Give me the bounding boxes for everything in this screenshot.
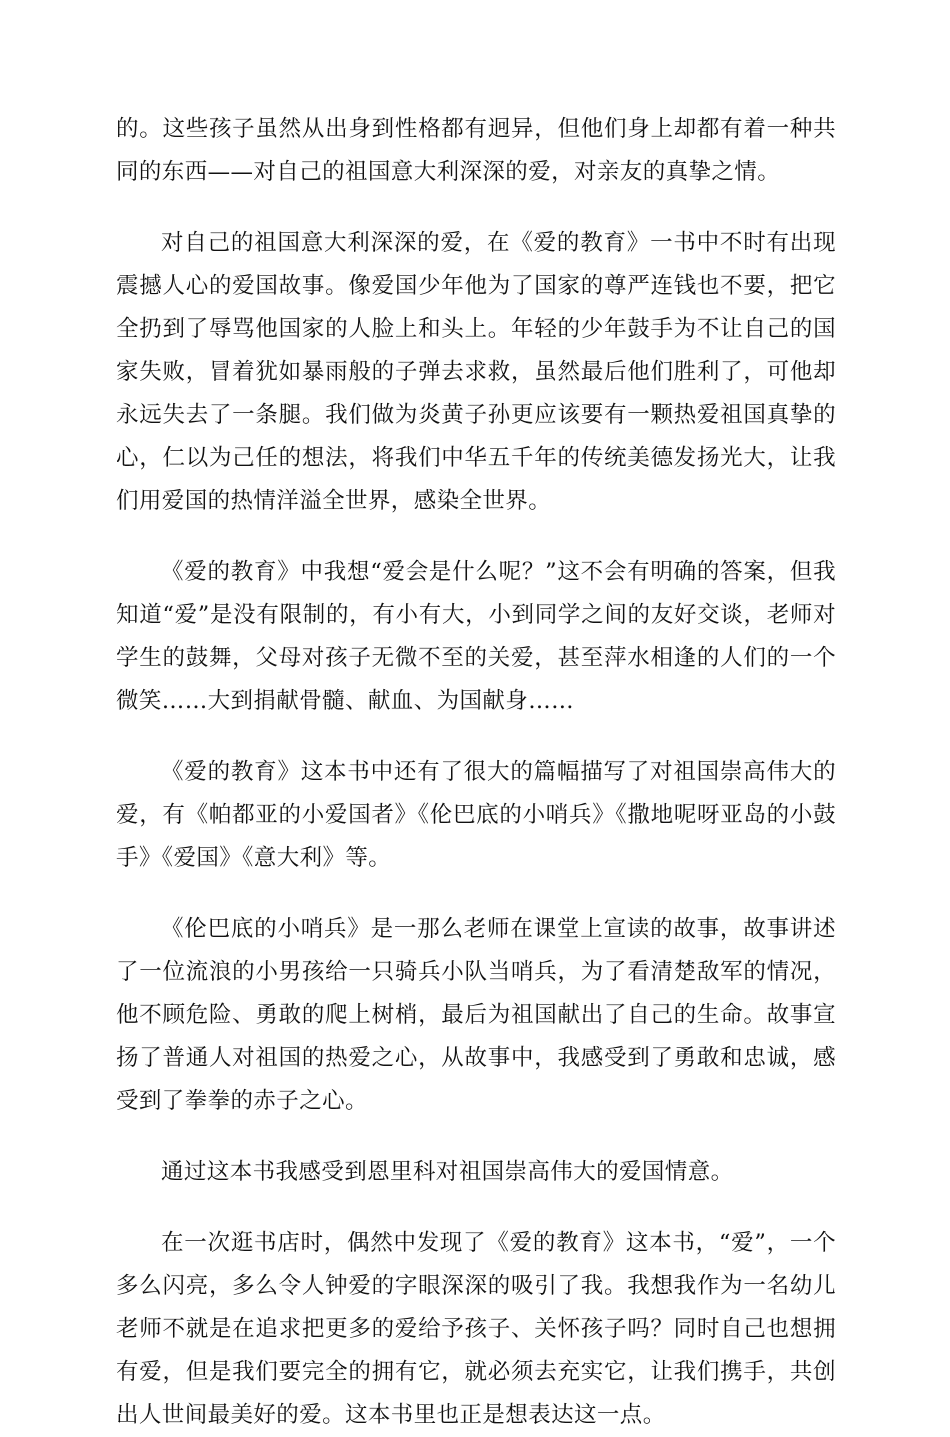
- paragraph-little-sentinel: 《伦巴底的小哨兵》是一那么老师在课堂上宣读的故事，故事讲述了一位流浪的小男孩给一只骑兵小队当哨兵，为了看清楚敌军的情况，他不顾危险、勇敢的爬上树梢，最后为祖国献出了自己的生命。故事宣扬了普通人对祖国的热爱之心，从故事中，我感受到了勇敢和忠诚，感受到了拳拳的赤子之心。: [116, 916, 836, 1114]
- paragraph-enrico-feeling: 通过这本书我感受到恩里科对祖国崇高伟大的爱国情意。: [161, 1159, 734, 1185]
- document-body: [116, 108, 836, 1437]
- paragraph-patriotic-love: 对自己的祖国意大利深深的爱，在《爱的教育》一书中不时有出现震撼人心的爱国故事。像爱国少年他为了国家的尊严连钱也不要，把它全扔到了辱骂他国家的人脸上和头上。年轻的少年鼓手为不让自己的国家失败，冒着犹如暴雨般的子弹去求救，虽然最后他们胜利了，可他却永远失去了一条腿。我们做为炎黄子孙更应该要有一颗热爱祖国真挚的心，仁以为己任的想法，将我们中华五千年的传统美德发扬光大，让我们用爱国的热情洋溢全世界，感染全世界。: [116, 230, 836, 514]
- paragraph-what-is-love: 《爱的教育》中我想“爱会是什么呢？”这不会有明确的答案，但我知道“爱”是没有限制的，有小有大，小到同学之间的友好交谈，老师对学生的鼓舞，父母对孩子无微不至的关爱，甚至萍水相逢的人们的一个微笑……大到捐献骨髓、献血、为国献身……: [116, 559, 836, 714]
- paragraph-continued: 的。这些孩子虽然从出身到性格都有迥异，但他们身上却都有着一种共同的东西——对自己的祖国意大利深深的爱，对亲友的真挚之情。: [116, 116, 836, 185]
- paragraph-bookstore: 在一次逛书店时，偶然中发现了《爱的教育》这本书，“爱”，一个多么闪亮，多么令人钟爱的字眼深深的吸引了我。我想我作为一名幼儿老师不就是在追求把更多的爱给予孩子、关怀孩子吗？同时自己也想拥有爱，但是我们要完全的拥有它，就必须去充实它，让我们携手，共创出人世间最美好的爱。这本书里也正是想表达这一点。: [116, 1230, 836, 1428]
- paragraph-story-list: 《爱的教育》这本书中还有了很大的篇幅描写了对祖国崇高伟大的爱，有《帕都亚的小爱国者》《伦巴底的小哨兵》《撒地呢呀亚岛的小鼓手》《爱国》《意大利》等。: [116, 759, 836, 871]
